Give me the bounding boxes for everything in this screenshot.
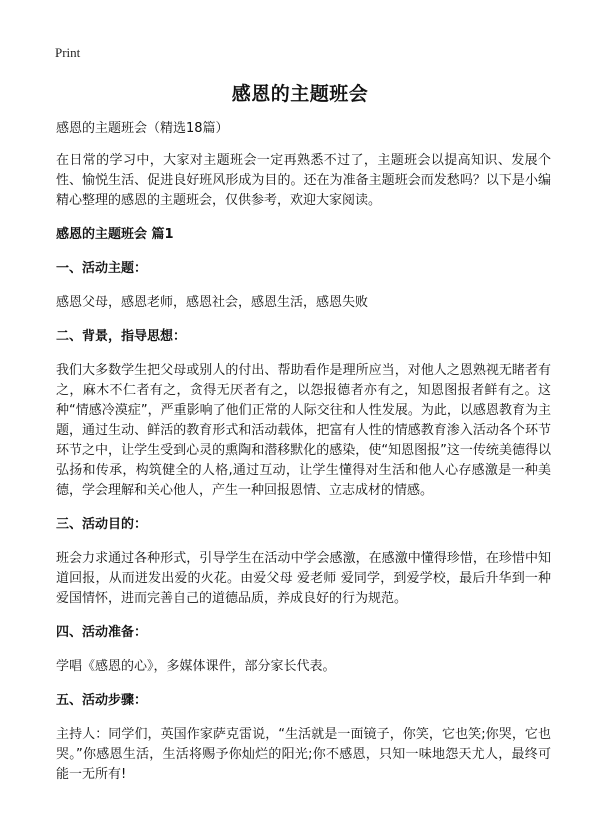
document-content [56,119,551,799]
section-body: 班会力求通过各种形式，引导学生在活动中学会感激，在感激中懂得珍惜，在珍惜中知道回报，从而迸发出爱的火花。由爱父母 爱老师 爱同学，到爱学校，最后升华到一种爱国情怀，进而完善自己的道德品质，养成良好的行为规范。 [56,551,551,606]
section-steps [56,691,551,785]
print-label[interactable]: Print [55,45,81,60]
intro-paragraph: 在日常的学习中，大家对主题班会一定再熟悉不过了，主题班会以提高知识、发展个性、愉悦生活、促进良好班风形成为目的。还在为准备主题班会而发愁吗？以下是小编精心整理的感恩的主题班会，仅供参考，欢迎大家阅读。 [56,153,551,208]
section-heading: 一、活动主题： [56,261,148,276]
document-subtitle: 感恩的主题班会（精选18篇） [56,121,229,136]
section-heading: 五、活动步骤： [56,693,148,708]
article-heading: 感恩的主题班会 篇1 [56,227,174,242]
section-purpose [56,515,551,609]
section-heading: 四、活动准备： [56,625,148,640]
section-body: 主持人：同学们，英国作家萨克雷说，“生活就是一面镜子，你笑，它也笑;你哭，它也哭。”你感恩生活，生活将赐予你灿烂的阳光;你不感恩，只知一味地怨天尤人，最终可能一无所有! [56,727,551,782]
section-body: 我们大多数学生把父母或别人的付出、帮助看作是理所应当，对他人之恩熟视无睹者有之，麻木不仁者有之，贪得无厌者有之，以怨报德者亦有之，知恩图报者鲜有之。这种“情感冷漠症”，严重影响了他们正常的人际交往和人性发展。为此，以感恩教育为主题，通过生动、鲜活的教育形式和活动载体，把富有人性的情感教育渗入活动各个环节环节之中，让学生受到心灵的熏陶和潜移默化的感染，使“知恩图报”这一传统美德得以弘扬和传承，构筑健全的人格,通过互动，让学生懂得对生活和他人心存感激是一种美德，学会理解和关心他人，产生一种回报恩情、立志成材的情感。 [56,363,551,498]
section-theme [56,259,551,313]
section-body: 学唱《感恩的心》，多媒体课件，部分家长代表。 [56,659,336,674]
section-background [56,327,551,501]
section-body: 感恩父母，感恩老师，感恩社会，感恩生活，感恩失败 [56,295,369,310]
section-heading: 二、背景，指导思想： [56,329,187,344]
section-preparation [56,623,551,677]
section-heading: 三、活动目的： [56,517,148,532]
document-title: 感恩的主题班会 [231,83,369,105]
